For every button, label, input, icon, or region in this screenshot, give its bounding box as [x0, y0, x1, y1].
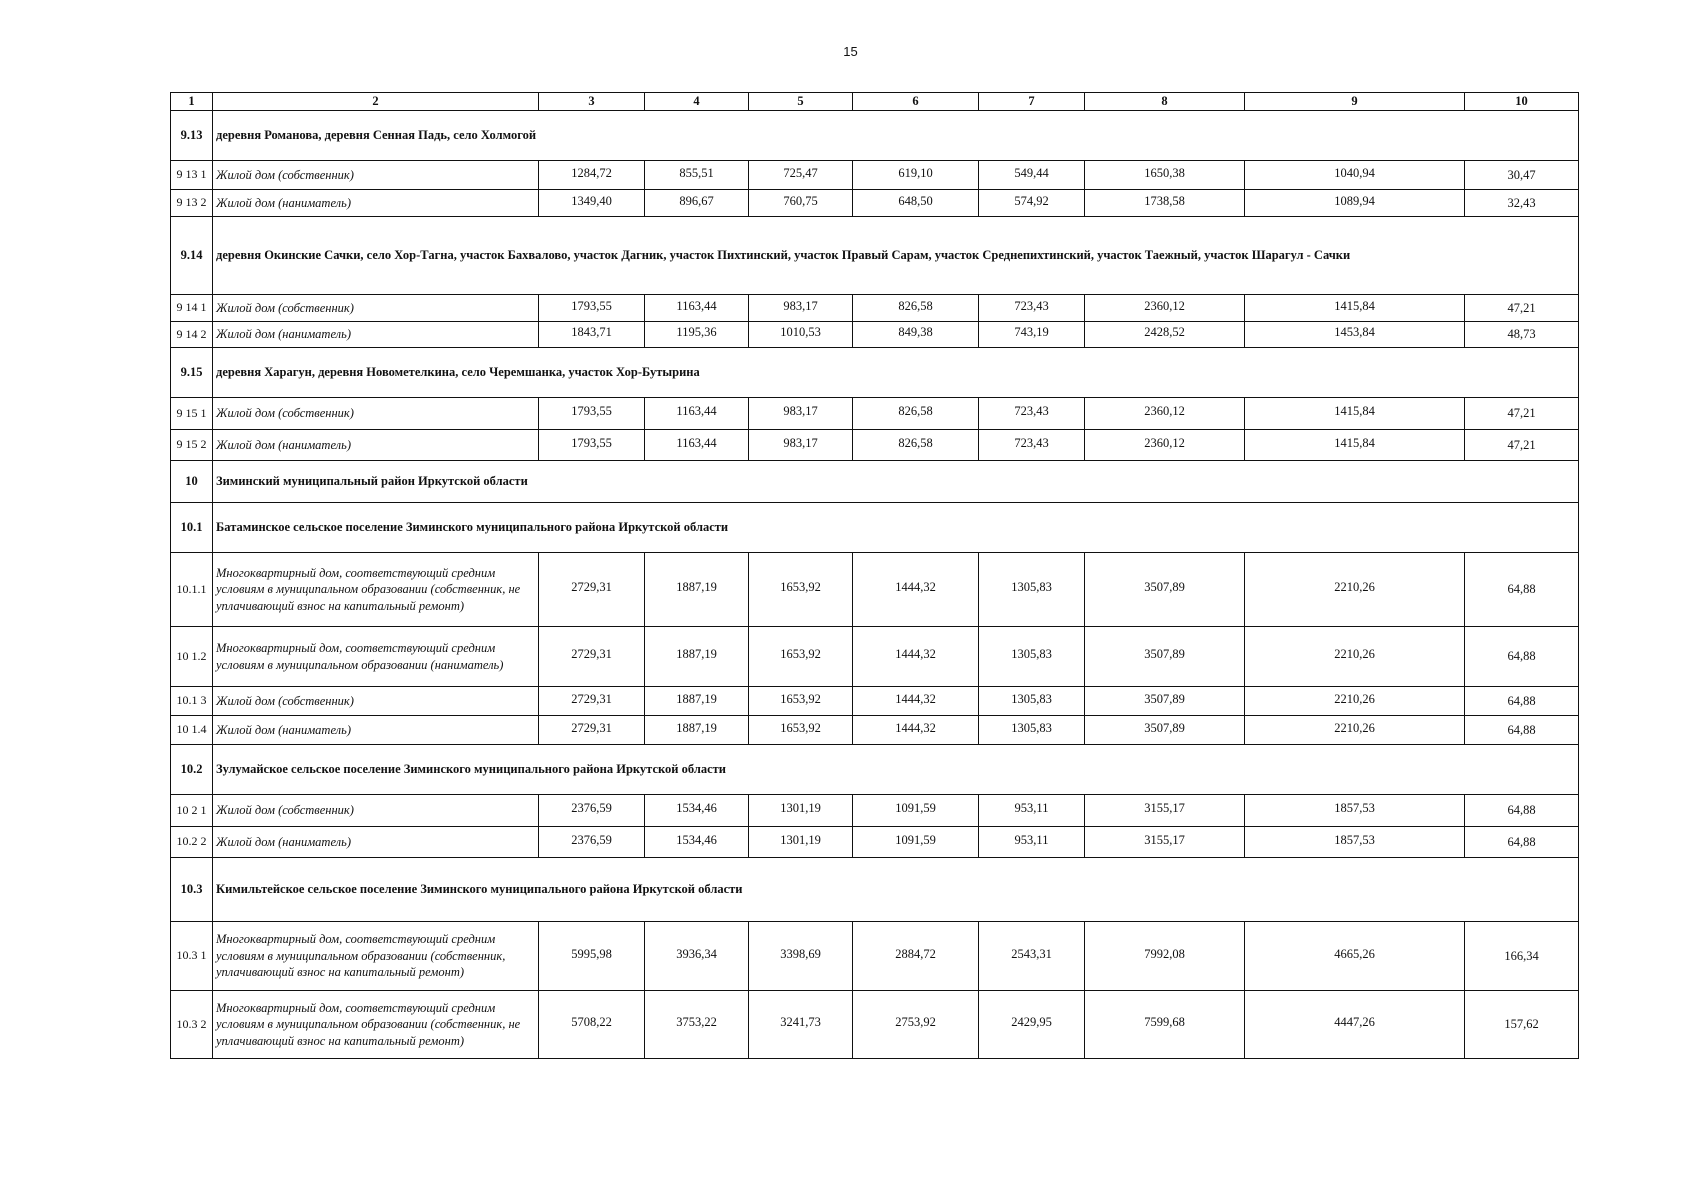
cell-col-7: [979, 991, 1085, 1059]
cell-value: 3507,89: [1144, 647, 1185, 662]
cell-col-6: [853, 190, 979, 217]
cell-col-4: [645, 991, 749, 1059]
cell-col-7: [979, 322, 1085, 348]
cell-col-5: [749, 295, 853, 322]
cell-value: 723,43: [1014, 298, 1049, 313]
cell-col-4: [645, 295, 749, 322]
cell-value: 1089,94: [1334, 193, 1375, 208]
column-header-4: 4: [645, 93, 749, 111]
row-code: 10 2 1: [171, 795, 213, 827]
row-code: 9 14 1: [171, 295, 213, 322]
section-row: [171, 503, 1579, 553]
cell-col-10: 64,88: [1465, 627, 1579, 687]
cell-value: 619,10: [898, 165, 933, 180]
cell-col-4: [645, 922, 749, 991]
cell-col-7: [979, 627, 1085, 687]
table-header-row: [171, 93, 1579, 111]
table-row: [171, 322, 1579, 348]
cell-col-3: [539, 716, 645, 745]
cell-col-8: [1085, 553, 1245, 627]
cell-value: 1163,44: [676, 404, 717, 419]
cell-col-9: [1245, 295, 1465, 322]
cell-value: 2210,26: [1334, 720, 1375, 735]
cell-col-9: [1245, 922, 1465, 991]
cell-col-5: [749, 795, 853, 827]
cell-col-4: [645, 716, 749, 745]
cell-col-4: [645, 161, 749, 190]
cell-col-7: [979, 430, 1085, 461]
cell-col-5: [749, 430, 853, 461]
cell-value: 5708,22: [571, 1015, 612, 1030]
cell-col-9: [1245, 430, 1465, 461]
table-row: [171, 295, 1579, 322]
row-code: 10 1.2: [171, 627, 213, 687]
cell-col-5: [749, 716, 853, 745]
section-title: Батаминское сельское поселение Зиминского муниципального района Иркутской области: [213, 503, 1579, 553]
cell-value: 1793,55: [571, 404, 612, 419]
cell-col-5: [749, 398, 853, 430]
section-code: 10.1: [171, 503, 213, 553]
cell-col-9: [1245, 687, 1465, 716]
cell-value: 549,44: [1014, 165, 1049, 180]
cell-value: 2360,12: [1144, 404, 1185, 419]
row-code: 9 14 2: [171, 322, 213, 348]
cell-value: 896,67: [679, 193, 714, 208]
table-row: [171, 795, 1579, 827]
cell-col-4: [645, 553, 749, 627]
cell-value: 3155,17: [1144, 832, 1185, 847]
row-code: 9 13 2: [171, 190, 213, 217]
cell-value: 1415,84: [1334, 298, 1375, 313]
section-title: Зулумайское сельское поселение Зиминского муниципального района Иркутской области: [213, 745, 1579, 795]
section-code: 9.14: [171, 217, 213, 295]
section-code: 10: [171, 461, 213, 503]
cell-value: 574,92: [1014, 193, 1049, 208]
cell-value: 3398,69: [780, 946, 821, 961]
cell-col-7: [979, 922, 1085, 991]
table-body: [171, 93, 1579, 1059]
section-row: [171, 348, 1579, 398]
cell-col-5: [749, 627, 853, 687]
cell-col-8: [1085, 627, 1245, 687]
cell-col-7: [979, 795, 1085, 827]
cell-value: 7599,68: [1144, 1015, 1185, 1030]
column-header-2: 2: [213, 93, 539, 111]
cell-col-10: 48,73: [1465, 322, 1579, 348]
section-title: Зиминский муниципальный район Иркутской области: [213, 461, 1579, 503]
cell-value: 3241,73: [780, 1015, 821, 1030]
cell-col-8: [1085, 295, 1245, 322]
cell-col-8: [1085, 687, 1245, 716]
cell-value: 2360,12: [1144, 435, 1185, 450]
row-description: Многоквартирный дом, соответствующий средним условиям в муниципальном образовании (собственник, не уплачивающий взнос на капитальный ремонт): [213, 991, 539, 1059]
row-description: Жилой дом (собственник): [213, 398, 539, 430]
column-header-1: 1: [171, 93, 213, 111]
cell-value: 1301,19: [780, 832, 821, 847]
row-description: Жилой дом (наниматель): [213, 430, 539, 461]
table-row: [171, 190, 1579, 217]
cell-value: 1534,46: [676, 832, 717, 847]
column-header-8: 8: [1085, 93, 1245, 111]
cell-col-10: 166,34: [1465, 922, 1579, 991]
cell-value: 1534,46: [676, 801, 717, 816]
cell-col-3: [539, 627, 645, 687]
table-row: [171, 553, 1579, 627]
cell-col-3: [539, 553, 645, 627]
cell-col-9: [1245, 553, 1465, 627]
section-row: [171, 217, 1579, 295]
cell-value: 2729,31: [571, 691, 612, 706]
row-description: Многоквартирный дом, соответствующий средним условиям в муниципальном образовании (собственник, не уплачивающий взнос на капитальный ремонт): [213, 553, 539, 627]
cell-col-7: [979, 827, 1085, 858]
cell-col-5: [749, 922, 853, 991]
cell-col-3: [539, 795, 645, 827]
cell-value: 1444,32: [895, 720, 936, 735]
cell-col-3: [539, 322, 645, 348]
cell-col-5: [749, 190, 853, 217]
cell-value: 2376,59: [571, 801, 612, 816]
cell-col-8: [1085, 716, 1245, 745]
cell-col-10: 47,21: [1465, 295, 1579, 322]
section-row: [171, 461, 1579, 503]
cell-col-6: [853, 398, 979, 430]
row-code: 10.3 1: [171, 922, 213, 991]
cell-col-6: [853, 161, 979, 190]
cell-value: 1195,36: [676, 325, 717, 340]
row-code: 10.1.1: [171, 553, 213, 627]
cell-col-6: [853, 553, 979, 627]
table-row: [171, 627, 1579, 687]
cell-value: 1793,55: [571, 435, 612, 450]
cell-col-6: [853, 991, 979, 1059]
cell-value: 1010,53: [780, 325, 821, 340]
cell-col-10: 47,21: [1465, 430, 1579, 461]
table-row: [171, 398, 1579, 430]
cell-value: 2429,95: [1011, 1015, 1052, 1030]
cell-col-4: [645, 795, 749, 827]
cell-col-5: [749, 322, 853, 348]
cell-value: 1887,19: [676, 720, 717, 735]
cell-value: 2376,59: [571, 832, 612, 847]
cell-value: 2210,26: [1334, 691, 1375, 706]
cell-value: 1163,44: [676, 298, 717, 313]
cell-col-5: [749, 161, 853, 190]
cell-value: 1305,83: [1011, 720, 1052, 735]
cell-value: 1453,84: [1334, 325, 1375, 340]
cell-value: 826,58: [898, 435, 933, 450]
cell-value: 1305,83: [1011, 580, 1052, 595]
cell-col-9: [1245, 795, 1465, 827]
section-code: 10.3: [171, 858, 213, 922]
cell-value: 1738,58: [1144, 193, 1185, 208]
cell-value: 1284,72: [571, 165, 612, 180]
cell-value: 849,38: [898, 325, 933, 340]
cell-value: 983,17: [783, 298, 818, 313]
cell-col-3: [539, 398, 645, 430]
cell-col-10: 64,88: [1465, 795, 1579, 827]
cell-col-3: [539, 922, 645, 991]
cell-value: 2360,12: [1144, 298, 1185, 313]
cell-col-6: [853, 627, 979, 687]
cell-col-4: [645, 827, 749, 858]
cell-col-6: [853, 322, 979, 348]
cell-col-6: [853, 295, 979, 322]
cell-col-5: [749, 991, 853, 1059]
cell-col-10: 64,88: [1465, 687, 1579, 716]
column-header-10: 10: [1465, 93, 1579, 111]
row-description: Жилой дом (наниматель): [213, 190, 539, 217]
cell-col-7: [979, 716, 1085, 745]
cell-col-9: [1245, 627, 1465, 687]
cell-value: 2210,26: [1334, 580, 1375, 595]
cell-value: 4447,26: [1334, 1015, 1375, 1030]
row-code: 10.3 2: [171, 991, 213, 1059]
cell-col-10: 64,88: [1465, 553, 1579, 627]
cell-col-7: [979, 553, 1085, 627]
cell-col-4: [645, 322, 749, 348]
cell-value: 1653,92: [780, 580, 821, 595]
cell-col-7: [979, 398, 1085, 430]
cell-col-6: [853, 430, 979, 461]
cell-value: 983,17: [783, 435, 818, 450]
cell-col-8: [1085, 795, 1245, 827]
cell-value: 1305,83: [1011, 647, 1052, 662]
cell-value: 826,58: [898, 298, 933, 313]
cell-value: 2428,52: [1144, 325, 1185, 340]
section-title: деревня Окинские Сачки, село Хор-Тагна, участок Бахвалово, участок Дагник, участок Пихтинский, участок Правый Сарам, участок Среднепихтинский, участок Таежный, участок Шарагул - Сачки: [213, 217, 1579, 295]
cell-value: 3753,22: [676, 1015, 717, 1030]
cell-col-8: [1085, 991, 1245, 1059]
cell-col-10: 64,88: [1465, 827, 1579, 858]
row-description: Жилой дом (собственник): [213, 161, 539, 190]
cell-col-9: [1245, 398, 1465, 430]
cell-value: 2884,72: [895, 946, 936, 961]
cell-col-6: [853, 827, 979, 858]
cell-col-6: [853, 716, 979, 745]
cell-value: 725,47: [783, 165, 818, 180]
cell-value: 1887,19: [676, 691, 717, 706]
row-code: 10 1.4: [171, 716, 213, 745]
cell-col-3: [539, 827, 645, 858]
cell-value: 1444,32: [895, 691, 936, 706]
cell-value: 1650,38: [1144, 165, 1185, 180]
cell-col-7: [979, 295, 1085, 322]
cell-col-7: [979, 687, 1085, 716]
cell-col-3: [539, 687, 645, 716]
section-row: [171, 745, 1579, 795]
page-number: 15: [843, 44, 858, 59]
cell-col-4: [645, 430, 749, 461]
cell-value: 1415,84: [1334, 404, 1375, 419]
cell-value: 1349,40: [571, 193, 612, 208]
cell-col-3: [539, 190, 645, 217]
cell-col-3: [539, 991, 645, 1059]
cell-value: 953,11: [1014, 801, 1049, 816]
cell-value: 1415,84: [1334, 435, 1375, 450]
cell-value: 4665,26: [1334, 946, 1375, 961]
cell-col-9: [1245, 190, 1465, 217]
cell-value: 1793,55: [571, 298, 612, 313]
cell-value: 1887,19: [676, 580, 717, 595]
cell-value: 3507,89: [1144, 691, 1185, 706]
row-code: 10.1 3: [171, 687, 213, 716]
cell-value: 855,51: [679, 165, 714, 180]
cell-col-8: [1085, 430, 1245, 461]
row-description: Жилой дом (собственник): [213, 687, 539, 716]
cell-value: 1857,53: [1334, 832, 1375, 847]
section-title: деревня Харагун, деревня Новометелкина, село Черемшанка, участок Хор-Бутырина: [213, 348, 1579, 398]
cell-value: 5995,98: [571, 946, 612, 961]
cell-value: 1040,94: [1334, 165, 1375, 180]
cell-col-4: [645, 687, 749, 716]
cell-value: 1857,53: [1334, 801, 1375, 816]
cell-col-5: [749, 553, 853, 627]
cell-col-5: [749, 827, 853, 858]
row-description: Многоквартирный дом, соответствующий средним условиям в муниципальном образовании (собственник, уплачивающий взнос на капитальный ремонт): [213, 922, 539, 991]
cell-col-4: [645, 627, 749, 687]
cell-value: 723,43: [1014, 435, 1049, 450]
cell-col-6: [853, 687, 979, 716]
cell-value: 3936,34: [676, 946, 717, 961]
cell-value: 2729,31: [571, 647, 612, 662]
cell-value: 2753,92: [895, 1015, 936, 1030]
section-code: 9.15: [171, 348, 213, 398]
column-header-7: 7: [979, 93, 1085, 111]
cell-value: 2729,31: [571, 580, 612, 595]
cell-col-8: [1085, 322, 1245, 348]
cell-value: 1444,32: [895, 580, 936, 595]
section-row: [171, 858, 1579, 922]
section-title: Кимильтейское сельское поселение Зиминского муниципального района Иркутской области: [213, 858, 1579, 922]
cell-col-10: 64,88: [1465, 716, 1579, 745]
row-code: 9 15 2: [171, 430, 213, 461]
cell-col-9: [1245, 991, 1465, 1059]
cell-value: 1091,59: [895, 832, 936, 847]
cell-col-8: [1085, 190, 1245, 217]
row-description: Жилой дом (наниматель): [213, 827, 539, 858]
cell-col-10: 157,62: [1465, 991, 1579, 1059]
cell-value: 648,50: [898, 193, 933, 208]
cell-col-5: [749, 687, 853, 716]
section-code: 10.2: [171, 745, 213, 795]
cell-col-8: [1085, 827, 1245, 858]
table-row: [171, 827, 1579, 858]
cell-value: 2729,31: [571, 720, 612, 735]
table-row: [171, 430, 1579, 461]
row-description: Многоквартирный дом, соответствующий средним условиям в муниципальном образовании (наниматель): [213, 627, 539, 687]
cell-col-4: [645, 398, 749, 430]
section-code: 9.13: [171, 111, 213, 161]
cell-col-4: [645, 190, 749, 217]
column-header-6: 6: [853, 93, 979, 111]
row-description: Жилой дом (собственник): [213, 795, 539, 827]
cell-value: 7992,08: [1144, 946, 1185, 961]
cell-value: 760,75: [783, 193, 818, 208]
cell-value: 1843,71: [571, 325, 612, 340]
cell-value: 1163,44: [676, 435, 717, 450]
cell-col-9: [1245, 827, 1465, 858]
cell-value: 1444,32: [895, 647, 936, 662]
cell-col-9: [1245, 716, 1465, 745]
cell-col-3: [539, 430, 645, 461]
table-row: [171, 687, 1579, 716]
row-description: Жилой дом (наниматель): [213, 716, 539, 745]
cell-value: 1305,83: [1011, 691, 1052, 706]
cell-value: 1653,92: [780, 647, 821, 662]
row-code: 10.2 2: [171, 827, 213, 858]
cell-value: 1091,59: [895, 801, 936, 816]
cell-col-10: 30,47: [1465, 161, 1579, 190]
cell-value: 2210,26: [1334, 647, 1375, 662]
cell-value: 826,58: [898, 404, 933, 419]
section-title: деревня Романова, деревня Сенная Падь, село Холмогой: [213, 111, 1579, 161]
cell-col-10: 32,43: [1465, 190, 1579, 217]
table-row: [171, 922, 1579, 991]
cell-col-9: [1245, 161, 1465, 190]
cell-value: 3155,17: [1144, 801, 1185, 816]
table-row: [171, 991, 1579, 1059]
cell-value: 1653,92: [780, 720, 821, 735]
row-description: Жилой дом (собственник): [213, 295, 539, 322]
table-row: [171, 716, 1579, 745]
cell-value: 3507,89: [1144, 580, 1185, 595]
cell-col-10: 47,21: [1465, 398, 1579, 430]
cell-value: 1301,19: [780, 801, 821, 816]
cell-col-3: [539, 295, 645, 322]
column-header-3: 3: [539, 93, 645, 111]
cell-col-8: [1085, 161, 1245, 190]
cell-value: 3507,89: [1144, 720, 1185, 735]
cell-value: 2543,31: [1011, 946, 1052, 961]
cell-col-6: [853, 922, 979, 991]
cell-col-6: [853, 795, 979, 827]
row-description: Жилой дом (наниматель): [213, 322, 539, 348]
row-code: 9 15 1: [171, 398, 213, 430]
tariff-table: [170, 92, 1579, 1059]
cell-value: 1653,92: [780, 691, 821, 706]
table-row: [171, 161, 1579, 190]
cell-value: 743,19: [1014, 325, 1049, 340]
column-header-5: 5: [749, 93, 853, 111]
cell-col-8: [1085, 398, 1245, 430]
cell-col-8: [1085, 922, 1245, 991]
cell-col-3: [539, 161, 645, 190]
column-header-9: 9: [1245, 93, 1465, 111]
row-code: 9 13 1: [171, 161, 213, 190]
cell-value: 983,17: [783, 404, 818, 419]
cell-col-7: [979, 161, 1085, 190]
cell-col-9: [1245, 322, 1465, 348]
cell-value: 953,11: [1014, 832, 1049, 847]
cell-value: 1887,19: [676, 647, 717, 662]
section-row: [171, 111, 1579, 161]
cell-value: 723,43: [1014, 404, 1049, 419]
cell-col-7: [979, 190, 1085, 217]
